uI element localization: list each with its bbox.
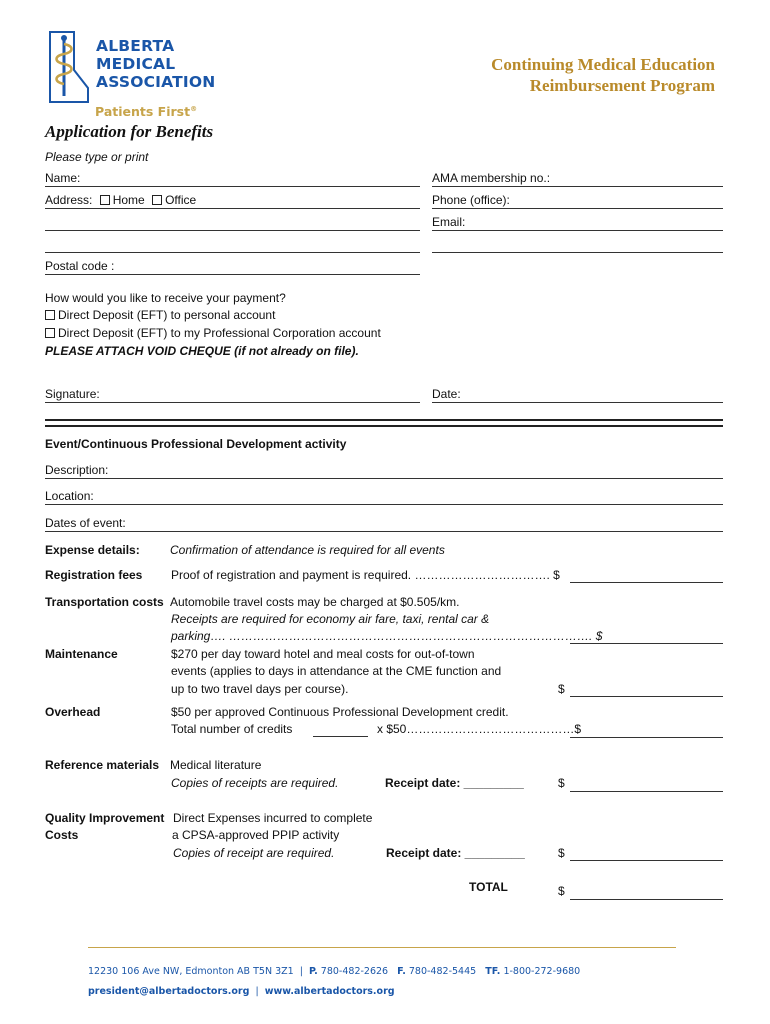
- transportation-parking: parking…. ………………………………………………………………………………. $: [171, 629, 603, 643]
- description-label: Description:: [45, 463, 109, 477]
- total-label: TOTAL: [469, 880, 508, 894]
- footer-tollfree-label: TF.: [485, 966, 501, 977]
- overhead-calc: x $50……………………………………$: [377, 722, 582, 736]
- address-label: Address:: [45, 193, 93, 207]
- form-instruction: Please type or print: [45, 150, 149, 164]
- footer-email-link[interactable]: president@albertadoctors.org: [88, 986, 250, 997]
- footer-fax-label: F.: [397, 966, 406, 977]
- location-label: Location:: [45, 489, 94, 503]
- dates-label: Dates of event:: [45, 516, 126, 530]
- overhead-amount-field[interactable]: [570, 737, 723, 738]
- quality-label-1: Quality Improvement: [45, 811, 165, 825]
- maintenance-line-1: $270 per day toward hotel and meal costs for out-of-town: [171, 647, 475, 661]
- home-label: Home: [112, 193, 145, 207]
- footer-web: [88, 986, 395, 997]
- date-label: Date:: [432, 387, 461, 401]
- transportation-receipts: Receipts are required for economy air fare, taxi, rental car &: [171, 612, 490, 626]
- payment-option-personal: [45, 308, 275, 322]
- quality-dollar: $: [558, 846, 565, 860]
- overhead-total-label: Total number of credits: [171, 722, 293, 736]
- total-amount-field[interactable]: [570, 899, 723, 900]
- program-title: Continuing Medical Education Reimbursement Program: [491, 55, 715, 95]
- maintenance-label: Maintenance: [45, 647, 118, 661]
- maintenance-amount-field[interactable]: [570, 696, 723, 697]
- description-field[interactable]: [45, 478, 723, 479]
- address-field-2[interactable]: [45, 230, 420, 231]
- footer-website-link[interactable]: www.albertadoctors.org: [264, 986, 395, 997]
- logo-line-2: MEDICAL: [96, 55, 176, 73]
- footer-phone: 780-482-2626: [320, 966, 389, 977]
- footer-phone-label: P.: [308, 966, 318, 977]
- overhead-line-1: $50 per approved Continuous Professional Development credit.: [171, 705, 509, 719]
- void-cheque-note: PLEASE ATTACH VOID CHEQUE (if not already on file).: [45, 344, 359, 358]
- phone-label: Phone (office):: [432, 193, 510, 207]
- email-label: Email:: [432, 215, 466, 229]
- total-dollar: $: [558, 884, 565, 898]
- footer-contact: [88, 966, 580, 977]
- email-field-2[interactable]: [432, 252, 723, 253]
- postal-code-field[interactable]: [45, 274, 420, 275]
- quality-note: Copies of receipt are required.: [173, 846, 335, 860]
- signature-label: Signature:: [45, 387, 100, 401]
- reference-receipt-date[interactable]: Receipt date: _________: [385, 776, 524, 790]
- address-field-3[interactable]: [45, 252, 420, 253]
- membership-field[interactable]: [432, 186, 723, 187]
- corporation-account-label: Direct Deposit (EFT) to my Professional Corporation account: [58, 326, 381, 340]
- name-label: Name:: [45, 171, 81, 185]
- reference-text: Medical literature: [170, 758, 262, 772]
- maintenance-dollar: $: [558, 682, 565, 696]
- event-section-title: Event/Continuous Professional Development activity: [45, 437, 347, 451]
- address-row: [45, 193, 196, 207]
- logo-tagline: Patients First®: [95, 104, 198, 119]
- logo-line-3: ASSOCIATION: [96, 73, 216, 91]
- dates-field[interactable]: [45, 531, 723, 532]
- footer-separator-2: |: [255, 986, 259, 997]
- payment-question: How would you like to receive your payment?: [45, 291, 286, 305]
- home-checkbox[interactable]: [100, 195, 110, 205]
- footer-fax: 780-482-5445: [408, 966, 477, 977]
- expense-details-note: Confirmation of attendance is required for all events: [170, 543, 445, 557]
- reference-note: Copies of receipts are required.: [171, 776, 339, 790]
- reference-dollar: $: [558, 776, 565, 790]
- footer-address: 12230 106 Ave NW, Edmonton AB T5N 3Z1: [88, 966, 294, 977]
- maintenance-line-2: events (applies to days in attendance at the CME function and: [171, 664, 502, 678]
- overhead-credits-field[interactable]: [313, 736, 368, 737]
- reference-amount-field[interactable]: [570, 791, 723, 792]
- alberta-province-icon: [44, 30, 94, 104]
- email-field[interactable]: [432, 230, 723, 231]
- transportation-text: Automobile travel costs may be charged at $0.505/km.: [170, 595, 460, 609]
- location-field[interactable]: [45, 504, 723, 505]
- date-field[interactable]: [432, 402, 723, 403]
- overhead-label: Overhead: [45, 705, 101, 719]
- office-label: Office: [165, 193, 197, 207]
- phone-field[interactable]: [432, 208, 723, 209]
- transportation-amount-field[interactable]: [570, 643, 723, 644]
- name-field[interactable]: [45, 186, 420, 187]
- registration-text: Proof of registration and payment is required. ……………………………. $: [171, 568, 560, 582]
- office-checkbox[interactable]: [152, 195, 162, 205]
- quality-receipt-date[interactable]: Receipt date: _________: [386, 846, 525, 860]
- registration-amount-field[interactable]: [570, 582, 723, 583]
- quality-label-2: Costs: [45, 828, 79, 842]
- quality-line-1: Direct Expenses incurred to complete: [173, 811, 373, 825]
- footer-divider: [88, 947, 676, 948]
- maintenance-line-3: up to two travel days per course).: [171, 682, 349, 696]
- reference-label: Reference materials: [45, 758, 160, 772]
- footer-tollfree: 1-800-272-9680: [503, 966, 581, 977]
- payment-option-corporation: [45, 326, 381, 340]
- membership-label: AMA membership no.:: [432, 171, 551, 185]
- footer-separator: |: [299, 966, 303, 977]
- personal-account-label: Direct Deposit (EFT) to personal account: [58, 308, 276, 322]
- section-divider: [45, 419, 723, 427]
- form-title: Application for Benefits: [45, 122, 214, 141]
- quality-amount-field[interactable]: [570, 860, 723, 861]
- postal-code-label: Postal code :: [45, 259, 115, 273]
- quality-line-2: a CPSA-approved PPIP activity: [172, 828, 340, 842]
- expense-details-label: Expense details:: [45, 543, 140, 557]
- corporation-account-checkbox[interactable]: [45, 328, 55, 338]
- personal-account-checkbox[interactable]: [45, 310, 55, 320]
- transportation-label: Transportation costs: [45, 595, 164, 609]
- registration-label: Registration fees: [45, 568, 143, 582]
- logo-line-1: ALBERTA: [96, 37, 175, 55]
- signature-field[interactable]: [45, 402, 420, 403]
- address-field-1[interactable]: [45, 208, 420, 209]
